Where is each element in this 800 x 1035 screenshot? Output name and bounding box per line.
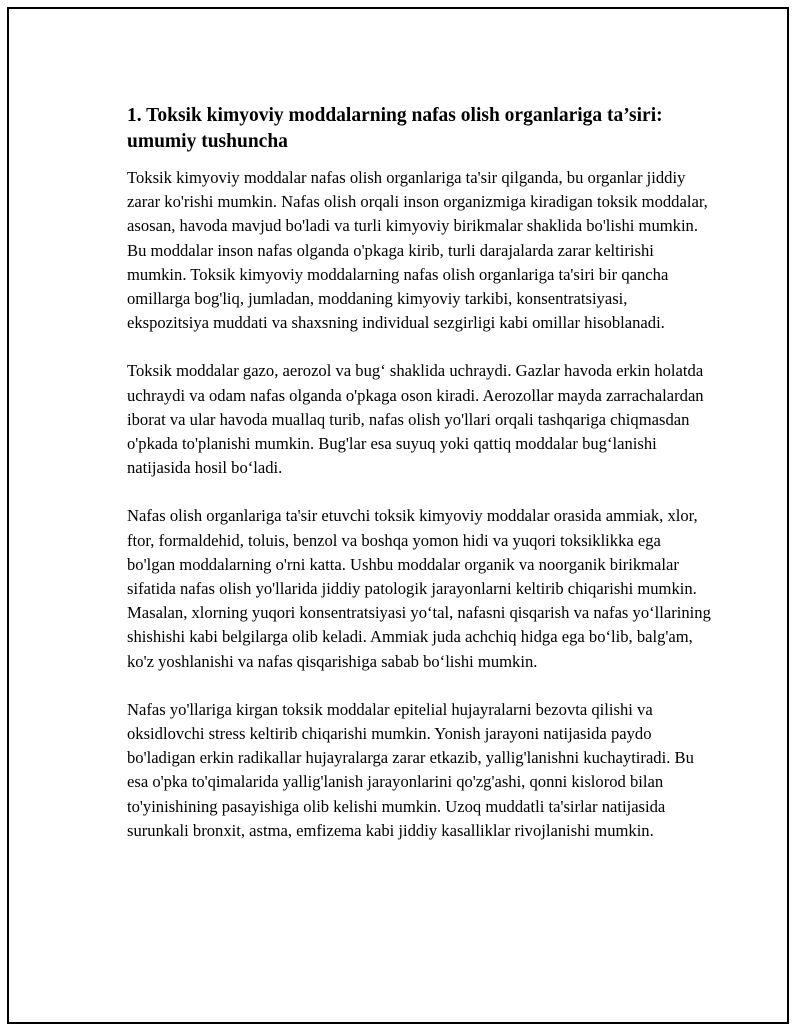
document-body (127, 103, 713, 867)
paragraph-2: Toksik moddalar gazo, aerozol va bug‘ shaklida uchraydi. Gazlar havoda erkin holatda uchraydi va odam nafas olganda o'pkaga oson kiradi. Aerozollar mayda zarrachalardan iborat va ular havoda muallaq turib, nafas olish yo'llari orqali tashqariga chiqmasdan o'pkada to'planishi mumkin. Bug'lar esa suyuq yoki qattiq moddalar bug‘lanishi natijasida hosil bo‘ladi. (127, 361, 704, 478)
page-frame (7, 7, 789, 1024)
section-heading: 1. Toksik kimyoviy moddalarning nafas olish organlariga ta’siri: umumiy tushuncha (127, 105, 663, 152)
paragraph-1: Toksik kimyoviy moddalar nafas olish organlariga ta'sir qilganda, bu organlar jiddiy zarar ko'rishi mumkin. Nafas olish orqali inson organizmiga kiradigan toksik moddalar, asosan, havoda mavjud bo'ladi va turli kimyoviy birikmalar shaklida bo'lishi mumkin. Bu moddalar inson nafas olganda o'pkaga kirib, turli darajalarda zarar keltirishi mumkin. Toksik kimyoviy moddalarning nafas olish organlariga ta'siri bir qancha omillarga bog'liq, jumladan, moddaning kimyoviy tarkibi, konsentratsiyasi, ekspozitsiya muddati va shaxsning individual sezgirligi kabi omillar hisoblanadi. (127, 168, 708, 333)
paragraph-3: Nafas olish organlariga ta'sir etuvchi toksik kimyoviy moddalar orasida ammiak, xlor, ftor, formaldehid, toluis, benzol va boshqa yomon hidi va yuqori toksiklikka ega bo'lgan moddalarning o'rni katta. Ushbu moddalar organik va noorganik birikmalar sifatida nafas olish yo'llarida jiddiy patologik jarayonlarni keltirib chiqarishi mumkin. Masalan, xlorning yuqori konsentratsiyasi yo‘tal, nafasni qisqarish va nafas yo‘llarining shishishi kabi belgilarga olib keladi. Ammiak juda achchiq hidga ega bo‘lib, balg'am, ko'z yoshlanishi va nafas qisqarishiga sabab bo‘lishi mumkin. (127, 506, 711, 671)
paragraph-4: Nafas yo'llariga kirgan toksik moddalar epitelial hujayralarni bezovta qilishi va oksidlovchi stress keltirib chiqarishi mumkin. Yonish jarayoni natijasida paydo bo'ladigan erkin radikallar hujayralarga zarar etkazib, yallig'lanishni kuchaytiradi. Bu esa o'pka to'qimalarida yallig'lanish jarayonlarini qo'zg'ashi, qonni kislorod bilan to'yinishining pasayishiga olib kelishi mumkin. Uzoq muddatli ta'sirlar natijasida surunkali bronxit, astma, emfizema kabi jiddiy kasalliklar rivojlanishi mumkin. (127, 699, 694, 840)
